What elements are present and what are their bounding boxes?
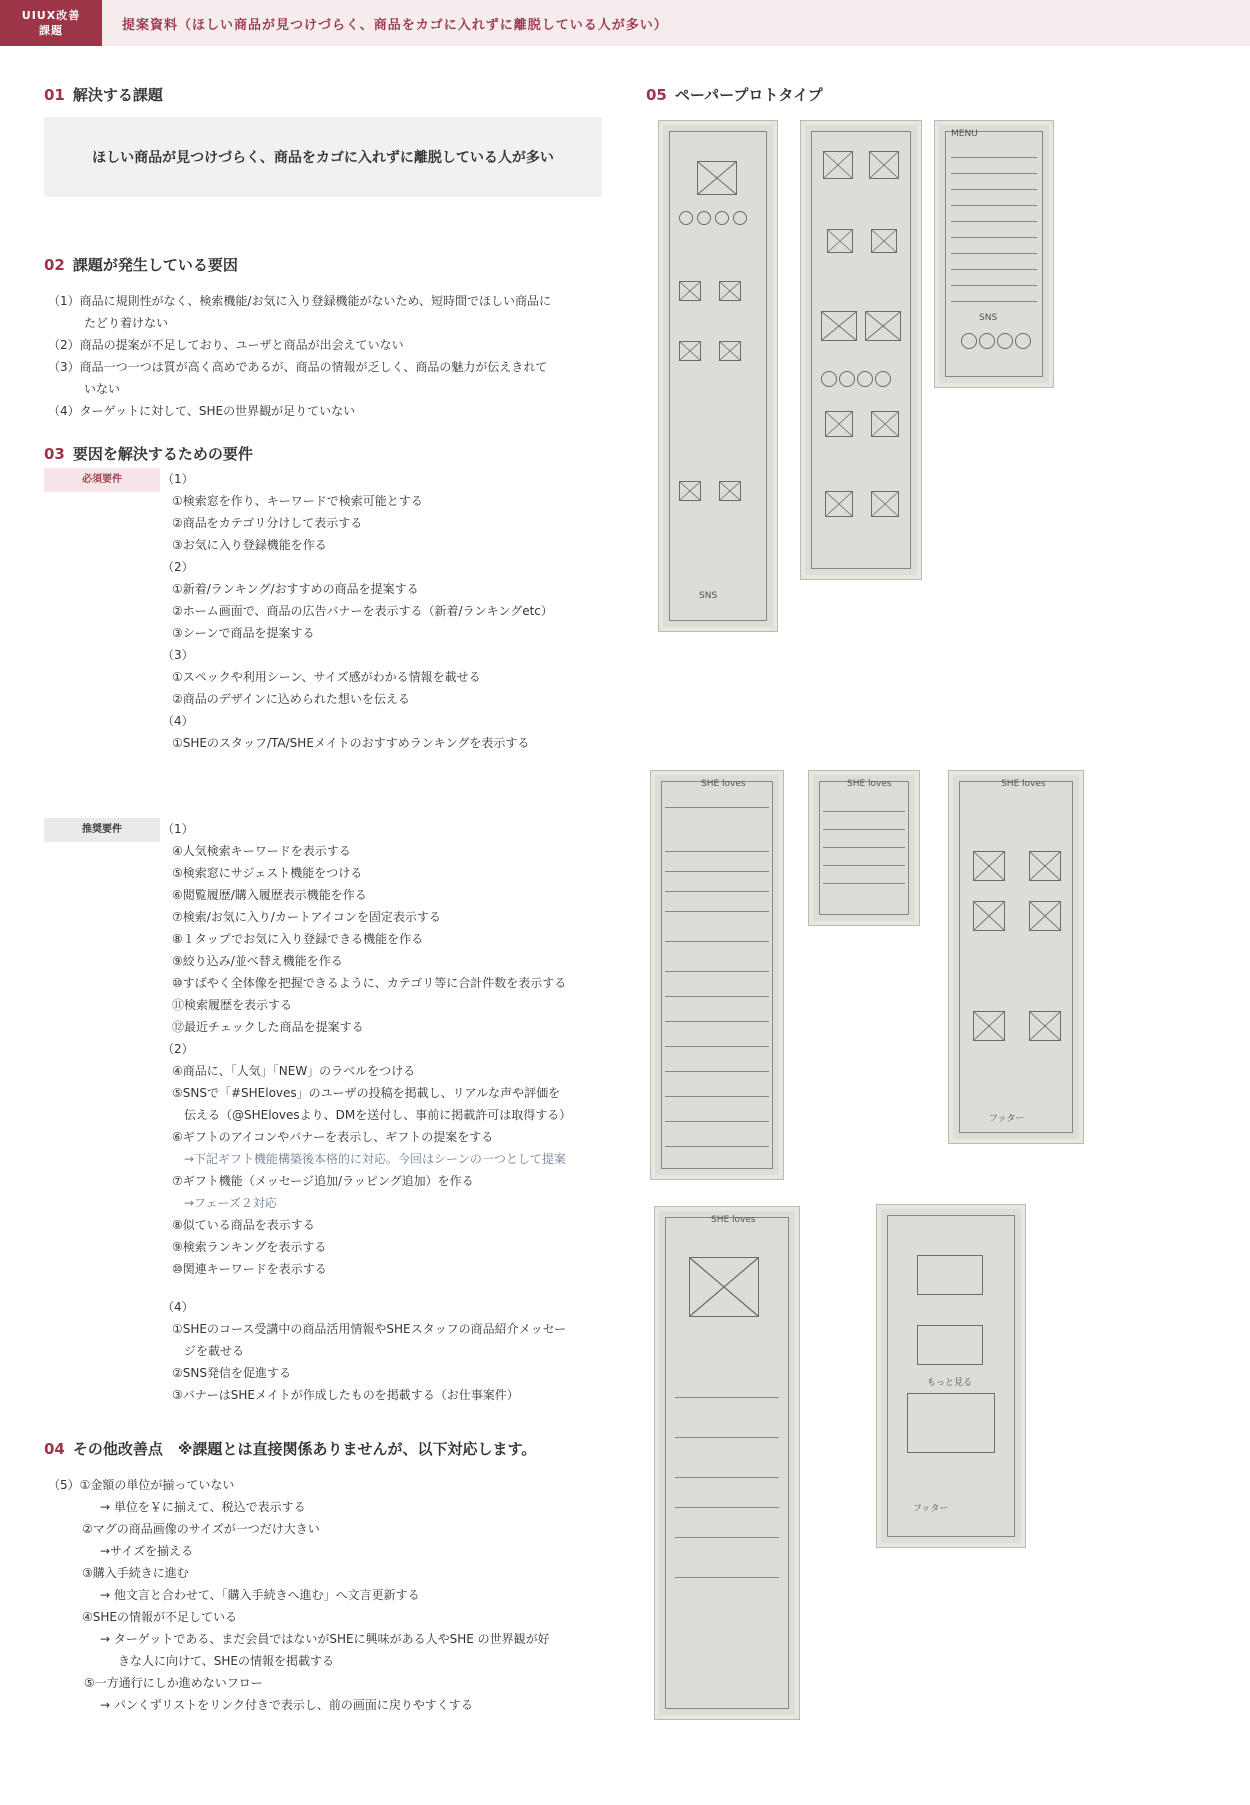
requirement-line: （1）: [162, 472, 194, 486]
requirement-line: ①検索窓を作り、キーワードで検索可能とする: [172, 494, 423, 508]
section-01-heading: [44, 84, 163, 105]
other-line: → 他文言と合わせて、「購入手続きへ進む」へ文言更新する: [100, 1588, 420, 1602]
sketch-list-rule: [665, 1021, 769, 1022]
sketch-rule: [675, 1397, 779, 1398]
sketch-menu-rule: [951, 221, 1037, 222]
sketch-list-rule: [823, 883, 905, 884]
recommendation-line: （4）: [162, 1300, 194, 1314]
section-02-heading: [44, 254, 238, 275]
sketch-circle: [679, 211, 693, 225]
recommendation-line: ④商品に、「人気」「NEW」のラベルをつける: [172, 1064, 416, 1078]
sketch-label: SHE loves: [701, 779, 746, 789]
cause-line: （4）ターゲットに対して、SHEの世界観が足りていない: [48, 404, 356, 418]
sketch-list-rule: [823, 847, 905, 848]
section-number: 03: [44, 445, 65, 463]
sketch-circle: [715, 211, 729, 225]
other-line: ③購入手続きに進む: [82, 1566, 189, 1580]
sketch-list-rule: [665, 851, 769, 852]
sketch-list-rule: [823, 811, 905, 812]
sketch-list-rule: [665, 1121, 769, 1122]
sketch-circle: [821, 371, 837, 387]
sketch-circle: [697, 211, 711, 225]
sketch-list-rule: [665, 807, 769, 808]
recommendation-line: ⑪検索履歴を表示する: [172, 998, 293, 1012]
sketch-circle: [979, 333, 995, 349]
other-line: → パンくずリストをリンク付きで表示し、前の画面に戻りやすくする: [100, 1698, 473, 1712]
paper-sketch-content: [876, 1204, 1026, 1548]
sketch-image-placeholder: [871, 229, 897, 253]
sketch-image-placeholder: [697, 161, 737, 195]
requirement-line: ③シーンで商品を提案する: [172, 626, 315, 640]
sketch-list-rule: [665, 1046, 769, 1047]
sketch-image-placeholder: [719, 281, 741, 301]
recommendation-line: 伝える（@SHElovesより、DMを送付し、事前に掲載許可は取得する）: [184, 1108, 572, 1122]
sketch-rule: [675, 1507, 779, 1508]
section-number: 01: [44, 86, 65, 104]
sketch-phone-frame: [661, 781, 773, 1169]
requirement-line: （4）: [162, 714, 194, 728]
sketch-list-rule: [665, 1096, 769, 1097]
requirement-line: ②ホーム画面で、商品の広告バナーを表示する（新着/ランキングetc）: [172, 604, 553, 618]
page-header: [0, 0, 1250, 46]
requirement-line: ①スペックや利用シーン、サイズ感がわかる情報を載せる: [172, 670, 481, 684]
sketch-image-placeholder: [679, 281, 701, 301]
cause-line: （1）商品に規則性がなく、検索機能/お気に入り登録機能がないため、短時間でほしい商品に: [48, 294, 551, 308]
sketch-rule: [675, 1577, 779, 1578]
badge-line1: UIUX改善: [21, 9, 81, 22]
sketch-menu-rule: [951, 205, 1037, 206]
sketch-image-placeholder: [973, 901, 1005, 931]
sketch-image-placeholder: [865, 311, 901, 341]
requirement-line: ②商品のデザインに込められた想いを伝える: [172, 692, 410, 706]
section-number: 04: [44, 1440, 65, 1458]
recommendation-line: ⑩関連キーワードを表示する: [172, 1262, 327, 1276]
recommendation-line: ⑩すばやく全体像を把握できるように、カテゴリ等に合計件数を表示する: [172, 976, 567, 990]
sketch-rule: [675, 1477, 779, 1478]
sketch-image-placeholder: [917, 1325, 983, 1365]
cause-line: たどり着けない: [84, 316, 169, 330]
recommendation-line: ⑧１タップでお気に入り登録できる機能を作る: [172, 932, 424, 946]
requirement-line: ①SHEのスタッフ/TA/SHEメイトのおすすめランキングを表示する: [172, 736, 530, 750]
sketch-rule: [675, 1537, 779, 1538]
sketch-image-placeholder: [679, 341, 701, 361]
sketch-list-rule: [665, 891, 769, 892]
recommendation-line: ②SNS発信を促進する: [172, 1366, 291, 1380]
sketch-image-placeholder: [719, 481, 741, 501]
section-title: ペーパープロトタイプ: [674, 86, 823, 104]
sketch-image-placeholder: [689, 1257, 759, 1317]
sketch-menu-rule: [951, 157, 1037, 158]
sketch-phone-frame: [959, 781, 1073, 1133]
recommendation-line: ⑦ギフト機能（メッセージ追加/ラッピング追加）を作る: [172, 1174, 474, 1188]
recommendation-line: ⑥ギフトのアイコンやバナーを表示し、ギフトの提案をする: [172, 1130, 494, 1144]
paper-sketch-results: [948, 770, 1084, 1144]
sketch-image-placeholder: [917, 1255, 983, 1295]
sketch-image-placeholder: [973, 851, 1005, 881]
badge-line2: 課題: [39, 24, 63, 37]
sketch-phone-frame: [669, 131, 767, 621]
recommendation-line: ジを載せる: [184, 1344, 245, 1358]
section-title: 解決する課題: [72, 86, 163, 104]
sketch-list-rule: [665, 871, 769, 872]
recommendation-line: ⑥閲覧履歴/購入履歴表示機能を作る: [172, 888, 367, 902]
sketch-circle: [997, 333, 1013, 349]
recommendation-line: ⑨絞り込み/並べ替え機能を作る: [172, 954, 343, 968]
recommendation-note: →フェーズ２対応: [184, 1196, 277, 1210]
other-line: （5）①金額の単位が揃っていない: [48, 1478, 235, 1492]
other-line: ④SHEの情報が不足している: [82, 1610, 237, 1624]
sketch-circle: [1015, 333, 1031, 349]
required-tag: 必須要件: [44, 468, 160, 492]
recommendation-line: ③バナーはSHEメイトが作成したものを掲載する（お仕事案件）: [172, 1388, 519, 1402]
sketch-label: MENU: [951, 129, 978, 139]
sketch-label: SHE loves: [1001, 779, 1046, 789]
recommendation-line: ⑦検索/お気に入り/カートアイコンを固定表示する: [172, 910, 441, 924]
sketch-menu-rule: [951, 269, 1037, 270]
cause-line: （3）商品一つ一つは質が高く高めであるが、商品の情報が乏しく、商品の魅力が伝えきれて: [48, 360, 548, 374]
sketch-list-rule: [665, 996, 769, 997]
sketch-menu-rule: [951, 253, 1037, 254]
sketch-image-placeholder: [825, 411, 853, 437]
section-04-heading: [44, 1438, 536, 1459]
sketch-label: SHE loves: [847, 779, 892, 789]
sketch-image-placeholder: [871, 491, 899, 517]
recommendation-line: ⑧似ている商品を表示する: [172, 1218, 315, 1232]
sketch-menu-rule: [951, 173, 1037, 174]
recommendation-line: （2）: [162, 1042, 194, 1056]
sketch-menu-rule: [951, 301, 1037, 302]
sketch-image-placeholder: [821, 311, 857, 341]
requirement-line: （3）: [162, 648, 194, 662]
sketch-image-placeholder: [869, 151, 899, 179]
recommendation-line: ⑫最近チェックした商品を提案する: [172, 1020, 364, 1034]
sketch-list-rule: [665, 941, 769, 942]
sketch-image-placeholder: [907, 1393, 995, 1453]
section-title: 課題が発生している要因: [72, 256, 238, 274]
sketch-image-placeholder: [825, 491, 853, 517]
other-line: → ターゲットである、まだ会員ではないがSHEに興味がある人やSHE の世界観が好: [100, 1632, 550, 1646]
sketch-image-placeholder: [823, 151, 853, 179]
section-number: 05: [646, 86, 667, 104]
sketch-label: もっと見る: [927, 1378, 973, 1388]
sketch-list-rule: [665, 971, 769, 972]
section-number: 02: [44, 256, 65, 274]
sketch-circle: [875, 371, 891, 387]
other-line: → 単位を￥に揃えて、税込で表示する: [100, 1500, 306, 1514]
sketch-image-placeholder: [871, 411, 899, 437]
recommendation-line: ④人気検索キーワードを表示する: [172, 844, 351, 858]
requirement-line: ③お気に入り登録機能を作る: [172, 538, 327, 552]
sketch-list-rule: [665, 911, 769, 912]
recommendation-line: ①SHEのコース受講中の商品活用情報やSHEスタッフの商品紹介メッセー: [172, 1322, 567, 1336]
recommendation-line: （1）: [162, 822, 194, 836]
recommendation-line: ⑤SNSで「#SHEloves」のユーザの投稿を掲載し、リアルな声や評価を: [172, 1086, 561, 1100]
requirement-line: ②商品をカテゴリ分けして表示する: [172, 516, 363, 530]
sketch-menu-rule: [951, 189, 1037, 190]
requirement-line: ①新着/ランキング/おすすめの商品を提案する: [172, 582, 419, 596]
sketch-circle: [733, 211, 747, 225]
sketch-image-placeholder: [973, 1011, 1005, 1041]
recommendation-line: ⑨検索ランキングを表示する: [172, 1240, 327, 1254]
sketch-image-placeholder: [679, 481, 701, 501]
sketch-list-rule: [823, 865, 905, 866]
sketch-list-rule: [823, 829, 905, 830]
paper-sketch-suggest: [808, 770, 920, 926]
sketch-rule: [675, 1437, 779, 1438]
cause-line: （2）商品の提案が不足しており、ユーザと商品が出会えていない: [48, 338, 404, 352]
sketch-circle: [857, 371, 873, 387]
sketch-circle: [839, 371, 855, 387]
other-line: ⑤一方通行にしか進めないフロー: [84, 1676, 263, 1690]
sketch-image-placeholder: [1029, 1011, 1061, 1041]
sketch-menu-rule: [951, 237, 1037, 238]
sketch-image-placeholder: [1029, 901, 1061, 931]
paper-sketch-menu: [934, 120, 1054, 388]
section-title: 要因を解決するための要件: [72, 445, 253, 463]
section-title: その他改善点 ※課題とは直接関係ありませんが、以下対応します。: [72, 1440, 537, 1458]
sketch-label: フッター: [989, 1114, 1025, 1124]
sketch-label: SHE loves: [711, 1215, 756, 1225]
issue-box: [44, 117, 602, 197]
requirement-line: （2）: [162, 560, 194, 574]
sketch-label: SNS: [699, 591, 718, 601]
section-05-heading: [646, 84, 823, 105]
recommendation-line: ⑤検索窓にサジェスト機能をつける: [172, 866, 363, 880]
paper-sketch-search: [650, 770, 784, 1180]
cause-line: いない: [84, 382, 121, 396]
paper-sketch-home: [658, 120, 778, 632]
other-line: きな人に向けて、SHEの情報を掲載する: [118, 1654, 334, 1668]
sketch-phone-frame: [819, 781, 909, 915]
paper-sketch-product-detail: [654, 1206, 800, 1720]
sketch-image-placeholder: [1029, 851, 1061, 881]
paper-sketch-list: [800, 120, 922, 580]
category-badge: [0, 0, 102, 46]
sketch-image-placeholder: [719, 341, 741, 361]
issue-text: ほしい商品が見つけづらく、商品をカゴに入れずに離脱している人が多い: [92, 150, 554, 166]
page-title: 提案資料（ほしい商品が見つけづらく、商品をカゴに入れずに離脱している人が多い）: [122, 18, 668, 33]
sketch-list-rule: [665, 1146, 769, 1147]
sketch-image-placeholder: [827, 229, 853, 253]
sketch-list-rule: [665, 1071, 769, 1072]
sketch-circle: [961, 333, 977, 349]
recommended-tag: 推奨要件: [44, 818, 160, 842]
sketch-label: SNS: [979, 313, 998, 323]
recommendation-note: →下記ギフト機能構築後本格的に対応。今回はシーンの一つとして提案: [184, 1152, 566, 1166]
other-line: ②マグの商品画像のサイズが一つだけ大きい: [82, 1522, 320, 1536]
sketch-label: フッター: [913, 1504, 949, 1514]
other-line: →サイズを揃える: [100, 1544, 194, 1558]
section-03-heading: [44, 443, 253, 464]
sketch-menu-rule: [951, 285, 1037, 286]
